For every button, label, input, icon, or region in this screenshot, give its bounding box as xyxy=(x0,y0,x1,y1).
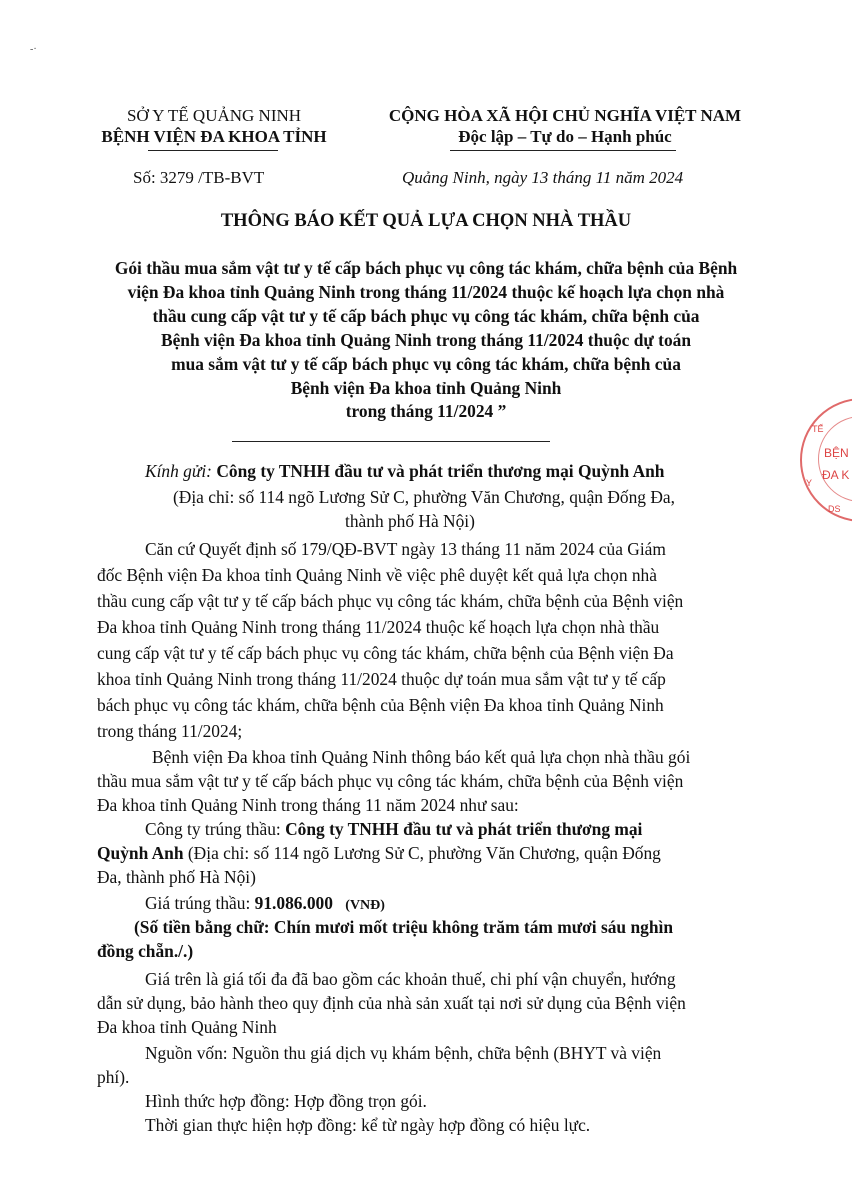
hospital-name: BỆNH VIỆN ĐA KHOA TỈNH xyxy=(101,127,327,146)
recipient-address: thành phố Hà Nội) xyxy=(345,511,475,531)
price-value: 91.086.000 xyxy=(254,893,333,913)
price-note-line: Đa khoa tỉnh Quảng Ninh xyxy=(97,1017,277,1037)
price-label: Giá trúng thầu: xyxy=(145,893,251,913)
subject-line: Gói thầu mua sắm vật tư y tế cấp bách phục vụ công tác khám, chữa bệnh của Bệnh xyxy=(114,258,738,278)
subject-line: mua sắm vật tư y tế cấp bách phục vụ công tác khám, chữa bệnh của xyxy=(171,354,681,374)
stamp-text: DS xyxy=(828,504,841,514)
price-in-words: (Số tiền bằng chữ: Chín mươi mốt triệu không trăm tám mươi sáu nghìn xyxy=(134,917,673,937)
stamp-text: Y xyxy=(806,478,813,488)
national-title: CỘNG HÒA XÃ HỘI CHỦ NGHĨA VIỆT NAM xyxy=(388,106,742,125)
announce-line: Đa khoa tỉnh Quảng Ninh trong tháng 11 năm 2024 như sau: xyxy=(97,795,519,815)
recipient-line xyxy=(145,458,664,484)
funding-line: phí). xyxy=(97,1067,130,1087)
title-separator xyxy=(232,441,550,442)
basis-line: bách phục vụ công tác khám, chữa bệnh của Bệnh viện Đa khoa tỉnh Quảng Ninh xyxy=(97,695,664,715)
subject-line: viện Đa khoa tỉnh Quảng Ninh trong tháng 11/2024 thuộc kế hoạch lựa chọn nhà xyxy=(127,282,725,302)
basis-line: trong tháng 11/2024; xyxy=(97,721,243,741)
subject-line: Bệnh viện Đa khoa tỉnh Quảng Ninh trong tháng 11/2024 thuộc dự toán xyxy=(160,330,692,350)
contract-type: Hình thức hợp đồng: Hợp đồng trọn gói. xyxy=(145,1091,427,1111)
subject-line: thầu cung cấp vật tư y tế cấp bách phục vụ công tác khám, chữa bệnh của xyxy=(152,306,700,326)
price-in-words-cont: đồng chẵn./.) xyxy=(97,941,194,961)
stamp-text: TẾ xyxy=(812,424,824,434)
winner-address: (Địa chỉ: số 114 ngõ Lương Sử C, phường Văn Chương, quận Đống xyxy=(187,843,661,863)
announce-line: thầu mua sắm vật tư y tế cấp bách phục vụ công tác khám, chữa bệnh của Bệnh viện xyxy=(97,771,684,791)
funding-line: Nguồn vốn: Nguồn thu giá dịch vụ khám bệnh, chữa bệnh (BHYT và viện xyxy=(145,1043,662,1063)
basis-line: thầu cung cấp vật tư y tế cấp bách phục vụ công tác khám, chữa bệnh của Bệnh viện xyxy=(97,591,684,611)
winner-label: Công ty trúng thầu: xyxy=(145,819,281,839)
announce-line: Bệnh viện Đa khoa tỉnh Quảng Ninh thông báo kết quả lựa chọn nhà thầu gói xyxy=(152,747,691,767)
price-currency: (VNĐ) xyxy=(345,898,385,913)
stamp-text: BỆN xyxy=(824,446,849,460)
basis-line: Đa khoa tỉnh Quảng Ninh trong tháng 11/2024 thuộc kế hoạch lựa chọn nhà thầu xyxy=(97,617,660,637)
winner-line xyxy=(145,816,642,842)
motto-underline xyxy=(450,150,676,151)
basis-line: cung cấp vật tư y tế cấp bách phục vụ công tác khám, chữa bệnh của Bệnh viện Đa xyxy=(97,643,674,663)
recipient-label: Kính gửi: xyxy=(145,461,212,481)
place-date: Quảng Ninh, ngày 13 tháng 11 năm 2024 xyxy=(402,168,684,187)
hospital-underline xyxy=(148,150,278,151)
contract-time: Thời gian thực hiện hợp đồng: kể từ ngày hợp đồng có hiệu lực. xyxy=(145,1115,591,1135)
subject-line: Bệnh viện Đa khoa tỉnh Quảng Ninh xyxy=(290,378,562,398)
winner-name: Công ty TNHH đầu tư và phát triển thương mại xyxy=(285,819,643,839)
price-note-line: Giá trên là giá tối đa đã bao gồm các khoản thuế, chi phí vận chuyển, hướng xyxy=(145,969,676,989)
recipient-name: Công ty TNHH đầu tư và phát triển thương mại Quỳnh Anh xyxy=(216,461,665,481)
subject-line: trong tháng 11/2024 ” xyxy=(345,401,507,421)
stamp-text: ĐA K xyxy=(822,468,850,482)
winner-name-cont: Quỳnh Anh xyxy=(97,843,184,863)
document-number: Số: 3279 /TB-BVT xyxy=(133,168,265,187)
winner-address-cont: Đa, thành phố Hà Nội) xyxy=(97,867,256,887)
national-motto: Độc lập – Tự do – Hạnh phúc xyxy=(458,127,672,146)
agency-name: SỞ Y TẾ QUẢNG NINH xyxy=(126,106,302,125)
winner-line-2 xyxy=(97,840,661,866)
document-title: THÔNG BÁO KẾT QUẢ LỰA CHỌN NHÀ THẦU xyxy=(220,211,632,231)
basis-line: Căn cứ Quyết định số 179/QĐ-BVT ngày 13 tháng 11 năm 2024 của Giám xyxy=(145,539,666,559)
price-note-line: dẫn sử dụng, bảo hành theo quy định của nhà sản xuất tại nơi sử dụng của Bệnh viện xyxy=(97,993,686,1013)
scan-mark: -· xyxy=(30,44,37,55)
recipient-address: (Địa chỉ: số 114 ngõ Lương Sử C, phường Văn Chương, quận Đống Đa, xyxy=(173,487,675,507)
basis-line: đốc Bệnh viện Đa khoa tỉnh Quảng Ninh về việc phê duyệt kết quả lựa chọn nhà xyxy=(97,565,657,585)
basis-line: khoa tỉnh Quảng Ninh trong tháng 11/2024 thuộc dự toán mua sắm vật tư y tế cấp xyxy=(97,669,666,689)
